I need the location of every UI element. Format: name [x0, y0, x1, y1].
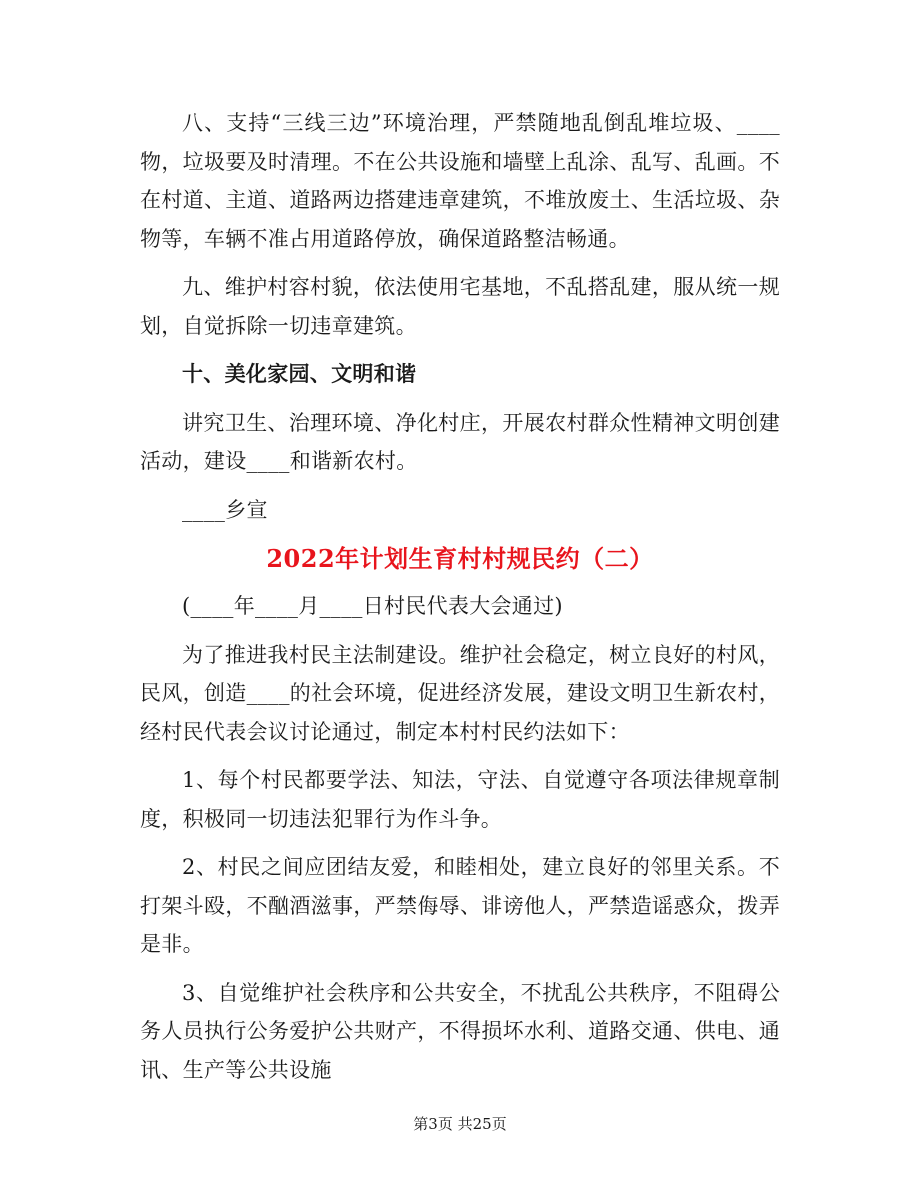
section-heading-ten: 十、美化家园、文明和谐 — [182, 361, 417, 386]
document-title: 2022年计划生育村村规民约（二） — [266, 544, 654, 573]
paragraph-adoption-date: (____年____月____日村民代表大会通过) — [182, 594, 563, 618]
paragraph-preamble: 为了推进我村民主法制建设。维护社会稳定，树立良好的村风，民风，创造____的社会环境，促进经济发展，建设文明卫生新农村，经村民代表会议讨论通过，制定本村村民约法如下： — [140, 642, 780, 744]
paragraph-nine: 九、维护村容村貌，依法使用宅基地，不乱搭乱建，服从统一规划，自觉拆除一切违章建筑。 — [140, 275, 780, 338]
paragraph-signature: ____乡宣 — [182, 497, 268, 522]
paragraph-rule-2: 2、村民之间应团结友爱，和睦相处，建立良好的邻里关系。不打架斗殴，不酗酒滋事，严禁侮辱、诽谤他人，严禁造谣惑众，拨弄是非。 — [140, 855, 780, 956]
paragraph-rule-3: 3、自觉维护社会秩序和公共安全，不扰乱公共秩序，不阻碍公务人员执行公务爱护公共财产，不得损坏水利、道路交通、供电、通讯、生产等公共设施 — [140, 980, 780, 1082]
document-body — [140, 104, 780, 1099]
page-number-footer: 第3页 共25页 — [413, 1115, 507, 1133]
paragraph-rule-1: 1、每个村民都要学法、知法，守法、自觉遵守各项法律规章制度，积极同一切违法犯罪行为作斗争。 — [140, 768, 780, 831]
paragraph-eight: 八、支持“三线三边”环境治理，严禁随地乱倒乱堆垃圾、____物，垃圾要及时清理。不在公共设施和墙壁上乱涂、乱写、乱画。不在村道、主道、道路两边搭建违章建筑，不堆放废土、生活垃圾、杂物等，车辆不准占用道路停放，确保道路整洁畅通。 — [140, 111, 780, 251]
paragraph-ten-body: 讲究卫生、治理环境、净化村庄，开展农村群众性精神文明创建活动，建设____和谐新农村。 — [140, 410, 780, 473]
